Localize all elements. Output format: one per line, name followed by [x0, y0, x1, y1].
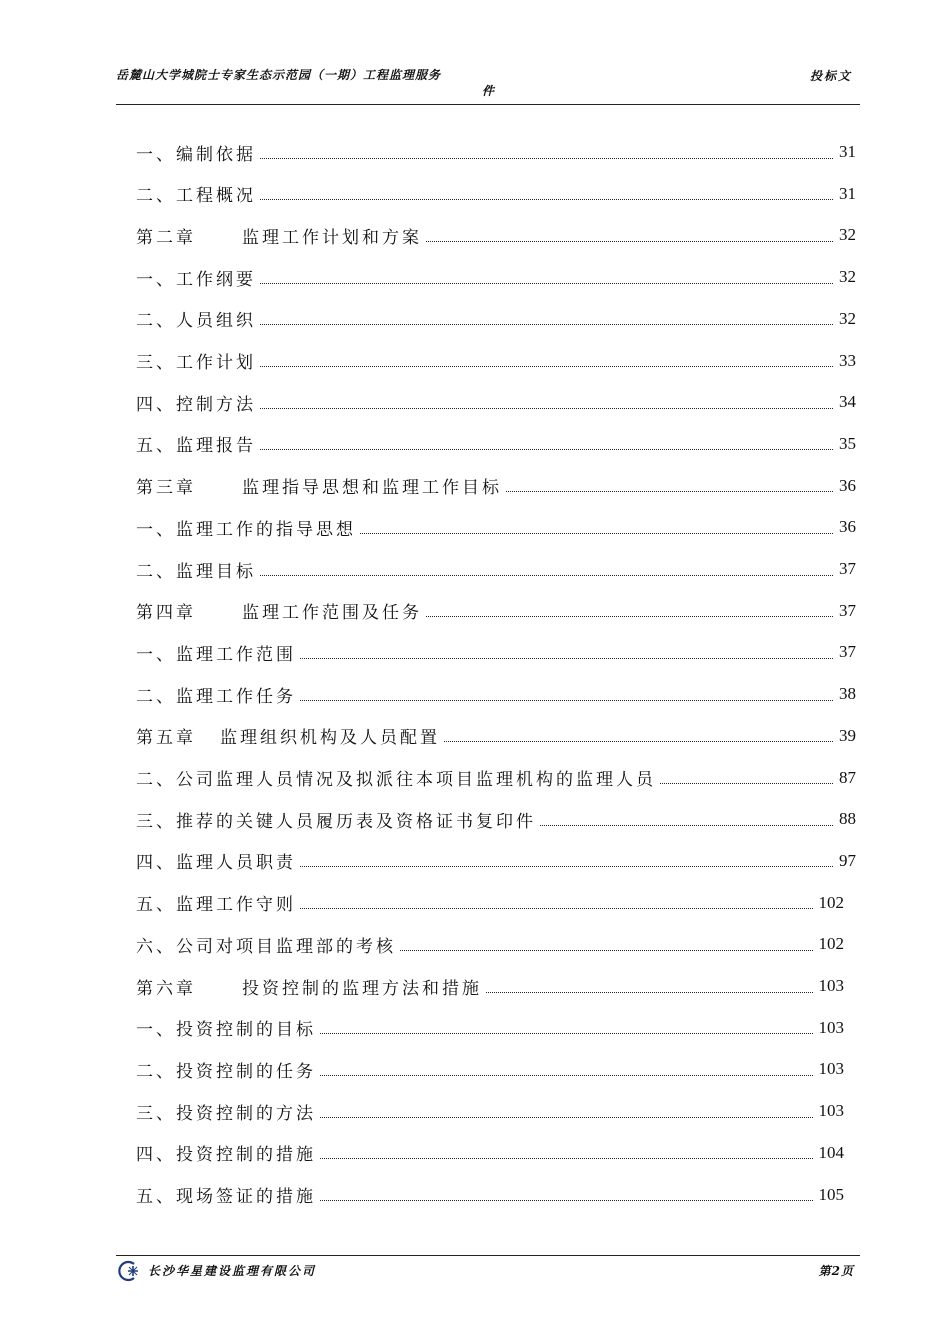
- toc-dot-leader: [260, 449, 833, 450]
- toc-page-number: 88: [839, 809, 856, 829]
- toc-page-number: 31: [839, 142, 856, 161]
- toc-dot-leader: [260, 199, 833, 200]
- toc-entry[interactable]: [136, 1174, 844, 1216]
- toc-entry[interactable]: [136, 631, 856, 673]
- toc-page-number: 102: [818, 934, 844, 954]
- toc-entry[interactable]: [136, 1090, 844, 1132]
- page-number: 第2页: [818, 1264, 854, 1278]
- toc-dot-leader: [320, 1200, 813, 1201]
- toc-page-number: 87: [839, 767, 856, 787]
- toc-page-number: 36: [839, 517, 856, 537]
- toc-section-label: 二、监理工作任务: [136, 686, 296, 707]
- toc-dot-leader: [486, 992, 813, 993]
- document-title: [116, 67, 496, 99]
- toc-section-label: 二、工程概况: [136, 186, 256, 207]
- toc-entry[interactable]: [136, 798, 856, 840]
- toc-section-label: 一、工作纲要: [136, 269, 256, 290]
- toc-dot-leader: [300, 658, 833, 659]
- toc-section-label: 一、投资控制的目标: [136, 1020, 316, 1041]
- toc-entry[interactable]: [136, 256, 856, 298]
- toc-chapter-label: 第三章: [136, 478, 196, 499]
- toc-section-label: 三、投资控制的方法: [136, 1103, 316, 1124]
- toc-entry[interactable]: [136, 298, 856, 340]
- toc-section-label: 二、公司监理人员情况及拟派往本项目监理机构的监理人员: [136, 770, 656, 790]
- toc-dot-leader: [260, 158, 833, 159]
- toc-section-label: 三、推荐的关键人员履历表及资格证书复印件: [136, 811, 536, 832]
- toc-page-number: 31: [839, 183, 856, 203]
- toc-dot-leader: [320, 1117, 813, 1118]
- company-name: 长沙华星建设监理有限公司: [148, 1264, 317, 1278]
- toc-dot-leader: [540, 825, 833, 826]
- toc-dot-leader: [506, 491, 833, 492]
- toc-chapter-title: 监理工作范围及任务: [242, 603, 422, 624]
- toc-page-number: 102: [818, 892, 844, 912]
- toc-page-number: 37: [839, 559, 856, 578]
- toc-page-number: 34: [839, 392, 856, 412]
- page-header: [116, 64, 860, 105]
- toc-dot-leader: [300, 908, 813, 909]
- toc-section-label: 一、监理工作范围: [136, 644, 296, 665]
- toc-dot-leader: [260, 366, 833, 367]
- toc-entry[interactable]: [136, 757, 856, 799]
- toc-section-label: 四、投资控制的措施: [136, 1145, 316, 1166]
- toc-section-label: 一、编制依据: [136, 144, 256, 165]
- toc-entry[interactable]: [136, 1132, 844, 1174]
- toc-page-number: 37: [839, 642, 856, 662]
- toc-section-label: 二、人员组织: [136, 311, 256, 332]
- toc-section-label: 五、监理工作守则: [136, 895, 296, 916]
- toc-section-label: 四、监理人员职责: [136, 853, 296, 874]
- toc-chapter-title: 监理工作计划和方案: [242, 227, 422, 248]
- document-title-line2: 件: [482, 84, 496, 98]
- toc-dot-leader: [444, 741, 833, 742]
- toc-chapter-title: 投资控制的监理方法和措施: [242, 978, 482, 999]
- toc-dot-leader: [320, 1033, 813, 1034]
- toc-entry[interactable]: [136, 214, 856, 256]
- toc-dot-leader: [300, 700, 833, 701]
- toc-entry[interactable]: [136, 923, 844, 965]
- toc-page-number: 32: [839, 308, 856, 328]
- toc-page-number: 103: [818, 1059, 844, 1079]
- toc-entry[interactable]: [136, 173, 856, 215]
- toc-chapter-title: 监理组织机构及人员配置: [220, 728, 440, 749]
- toc-page-number: 105: [818, 1184, 844, 1204]
- toc-entry[interactable]: [136, 1007, 844, 1049]
- toc-section-label: 五、现场签证的措施: [136, 1187, 316, 1207]
- toc-entry[interactable]: [136, 965, 844, 1007]
- toc-entry[interactable]: [136, 465, 856, 507]
- toc-entry[interactable]: [136, 715, 856, 757]
- toc-section-label: 二、投资控制的任务: [136, 1061, 316, 1082]
- toc-section-label: 六、公司对项目监理部的考核: [136, 936, 396, 957]
- toc-dot-leader: [360, 533, 833, 534]
- toc-page-number: 33: [839, 350, 856, 370]
- toc-section-label: 二、监理目标: [136, 561, 256, 582]
- toc-entry[interactable]: [136, 590, 856, 632]
- toc-dot-leader: [260, 575, 833, 576]
- toc-section-label: 四、控制方法: [136, 394, 256, 415]
- toc-entry[interactable]: [136, 673, 856, 715]
- toc-chapter-label: 第四章: [136, 603, 196, 624]
- toc-entry[interactable]: [136, 882, 844, 924]
- toc-dot-leader: [260, 408, 833, 409]
- toc-dot-leader: [426, 616, 833, 617]
- toc-chapter-label: 第五章: [136, 728, 196, 749]
- toc-entry[interactable]: [136, 131, 856, 173]
- document-type: 投标文: [809, 69, 852, 83]
- toc-entry[interactable]: [136, 506, 856, 548]
- toc-page-number: 97: [839, 850, 856, 870]
- toc-page-number: 32: [839, 225, 856, 245]
- toc-dot-leader: [300, 866, 833, 867]
- toc-page-number: 104: [818, 1142, 844, 1162]
- toc-page-number: 39: [839, 725, 856, 745]
- toc-page-number: 37: [839, 600, 856, 620]
- toc-section-label: 一、监理工作的指导思想: [136, 519, 356, 540]
- toc-entry[interactable]: [136, 548, 856, 590]
- toc-chapter-label: 第六章: [136, 978, 196, 999]
- document-title-line1: 岳麓山大学城院士专家生态示范园（一期）工程监理服务: [116, 68, 442, 82]
- toc-dot-leader: [320, 1075, 813, 1076]
- toc-page-number: 35: [839, 433, 856, 453]
- company-logo-icon: [116, 1260, 142, 1282]
- toc-dot-leader: [426, 241, 833, 242]
- toc-entry[interactable]: [136, 423, 856, 465]
- toc-section-label: 三、工作计划: [136, 353, 256, 373]
- toc-chapter-title: 监理指导思想和监理工作目标: [242, 478, 502, 499]
- toc-dot-leader: [260, 283, 833, 284]
- toc-chapter-label: 第二章: [136, 227, 196, 248]
- toc-page-number: 38: [839, 684, 856, 704]
- toc-page-number: 103: [818, 1017, 844, 1037]
- toc-dot-leader: [320, 1158, 813, 1159]
- toc-entry[interactable]: [136, 340, 856, 382]
- toc-entry[interactable]: [136, 840, 856, 882]
- toc-page-number: 36: [839, 475, 856, 495]
- toc-dot-leader: [400, 950, 813, 951]
- toc-page-number: 103: [818, 976, 844, 995]
- toc-page-number: 103: [818, 1101, 844, 1121]
- toc-dot-leader: [260, 324, 833, 325]
- toc-section-label: 五、监理报告: [136, 436, 256, 457]
- toc-entry[interactable]: [136, 1048, 844, 1090]
- page-footer: [116, 1255, 860, 1286]
- toc-dot-leader: [660, 783, 833, 784]
- toc-entry[interactable]: [136, 381, 856, 423]
- toc-page-number: 32: [839, 267, 856, 287]
